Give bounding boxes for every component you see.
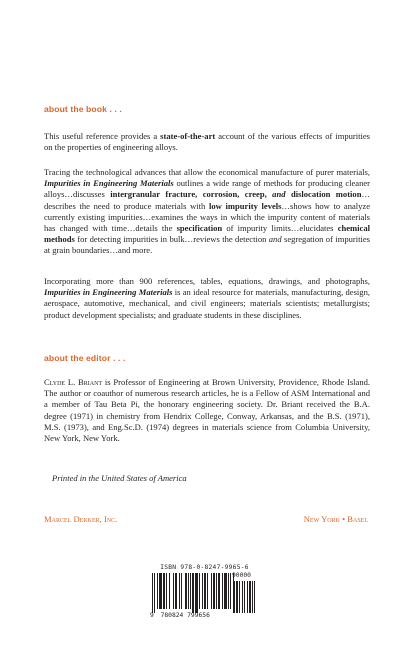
barcode-addon-bar: [252, 581, 253, 613]
text-run: chemical methods: [44, 223, 370, 245]
barcode-bar: [213, 573, 215, 609]
barcode-bar: [179, 573, 180, 609]
text-run: for detecting impurities in bulk…reviews the detection: [74, 234, 269, 245]
text-run: …shows how to analyze currently existing impurities…examines the ways in which the impurity content of materials has changed with time…details the: [44, 200, 371, 234]
publisher-name: Marcel Dekker, Inc.: [44, 514, 118, 524]
barcode-bar: [224, 573, 227, 609]
isbn-text: ISBN 978-0-8247-9965-6: [160, 564, 249, 571]
text-run: is an ideal resource for materials, manufacturing, design, aerospace, automotive, mechanical, and civil engineers; materials scientists; metallurgists; product development specialists; and graduate students in these disciplines.: [44, 287, 370, 320]
barcode-addon-bar: [234, 581, 235, 613]
barcode-bars: [150, 573, 257, 615]
barcode-addon-bar: [254, 581, 255, 613]
barcode-bar: [199, 573, 200, 609]
barcode-bar: [218, 573, 220, 609]
text-run: Tracing the technological advances that allow the economical manufacture of purer materials,: [44, 167, 370, 177]
text-run: segregation of impurities at grain boundaries…and more.: [44, 234, 370, 256]
text-run: low impurity levels: [209, 200, 282, 211]
text-run: and: [272, 189, 286, 200]
text-run: intergranular fracture, corrosion, creep,: [110, 189, 267, 200]
text-run: Clyde L. Briant: [44, 377, 103, 387]
barcode-addon-bar: [249, 581, 251, 613]
barcode-bar: [211, 573, 212, 609]
text-run: Impurities in Engineering Materials: [44, 178, 174, 189]
barcode-bar: [157, 573, 158, 609]
text-run: dislocation motion: [290, 189, 362, 200]
about-book-paragraph-1: [44, 131, 370, 153]
barcode-bar: [216, 573, 217, 609]
barcode-bar: [159, 573, 162, 609]
text-run: outlines a wide range of methods for producing cleaner alloys…discusses: [44, 178, 370, 200]
barcode-addon-bar: [244, 581, 245, 613]
barcode-bar: [230, 573, 231, 609]
barcode-bar: [185, 573, 187, 609]
publisher-cities: New York • Basel: [303, 514, 368, 524]
barcode-bar: [202, 573, 203, 609]
barcode-bar: [173, 573, 174, 609]
barcode-bar: [163, 573, 165, 609]
text-run: This useful reference provides a: [44, 131, 161, 141]
barcode-main-digits: 780824 799656: [160, 612, 210, 619]
barcode-bar: [166, 573, 167, 609]
text-run: is Professor of Engineering at Brown University, Providence, Rhode Island. The author or coauthor of numerous research articles, he is a Fellow of ASM International and a member of Tau Beta Pi, the honorary engineering society. Dr. Briant received the B.A. degree (1971) in chemistry from Hendrix College, Conway, Arkansas, and the B.S. (1971), M.S. (1973), and Eng.Sc.D. (1974) degrees in materials science from Columbia University, New York, New York.: [44, 377, 370, 444]
barcode-bar: [204, 573, 206, 609]
barcode-lead-digit: 9: [150, 612, 154, 619]
barcode-bar: [152, 573, 153, 613]
about-editor-paragraph: [44, 377, 370, 444]
text-run: Impurities in Engineering Materials: [44, 287, 173, 298]
isbn-barcode: [150, 564, 257, 620]
barcode-bar: [190, 573, 191, 609]
barcode-number: [150, 612, 257, 619]
barcode-bar: [181, 573, 182, 609]
barcode-bar: [175, 573, 177, 609]
barcode-bar: [154, 573, 155, 613]
barcode-bar: [233, 573, 234, 613]
barcode-bar: [192, 573, 194, 613]
printed-in-line: Printed in the United States of America: [52, 473, 187, 483]
text-run: account of the various effects of impurities on the properties of engineering alloys.: [44, 131, 370, 153]
barcode-bar: [195, 573, 198, 613]
text-run: …describes the need to produce materials with: [44, 189, 370, 211]
about-book-paragraph-2: [44, 167, 370, 257]
text-run: of impurity limits…elucidates: [222, 223, 338, 234]
barcode-addon-digits: 90000: [232, 572, 251, 579]
barcode-bar: [188, 573, 189, 609]
barcode-bar: [207, 573, 208, 609]
text-run: state-of-the-art: [160, 131, 216, 141]
barcode-addon-bar: [236, 581, 238, 613]
barcode-bar: [169, 573, 170, 609]
barcode-addon-bar: [239, 581, 240, 613]
about-book-heading: about the book . . .: [44, 104, 122, 114]
barcode-addon-bar: [247, 581, 248, 613]
barcode-bar: [228, 573, 229, 609]
text-run: Incorporating more than 900 references, tables, equations, drawings, and photographs,: [44, 276, 370, 286]
text-run: specification: [176, 223, 223, 234]
about-book-paragraph-3: [44, 276, 370, 321]
barcode-bar: [222, 573, 223, 609]
about-editor-heading: about the editor . . .: [44, 353, 126, 363]
barcode-addon-bar: [242, 581, 243, 613]
text-run: and: [268, 234, 282, 245]
